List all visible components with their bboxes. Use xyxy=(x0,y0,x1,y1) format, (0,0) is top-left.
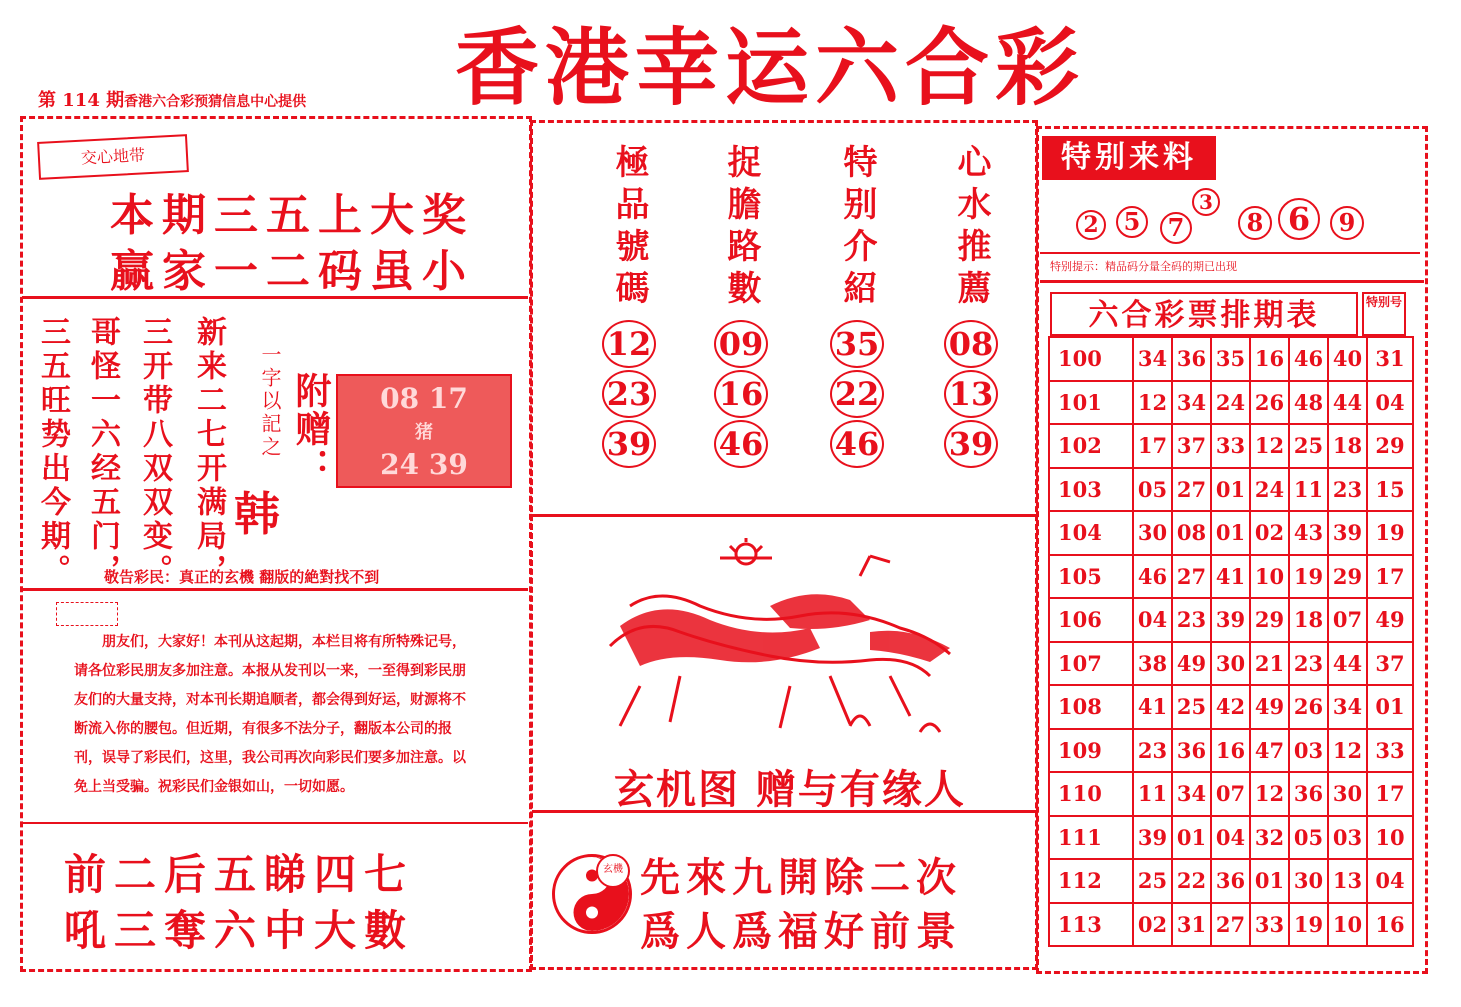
seal-icon: 玄機 xyxy=(596,854,630,888)
pick-column-2 xyxy=(706,138,776,468)
period-cell: 107 xyxy=(1049,642,1133,686)
number-cell: 29 xyxy=(1250,598,1289,642)
number-cell: 21 xyxy=(1250,642,1289,686)
number-cell: 03 xyxy=(1328,816,1367,860)
schedule-title: 六合彩票排期表 xyxy=(1050,292,1358,336)
number-cell: 30 xyxy=(1133,511,1172,555)
notice-text: 朋友们，大家好！本刊从这起期，本栏目将有所特殊记号，请各位彩民朋友多加注意。本报从发刊以一来，一至得到彩民朋友们的大量支持，对本刊长期追顺者，都会得到好运，财源将不断流入你的腰包。但近期，有很多不法分子，翻版本公司的报刊，误导了彩民们，这里，我公司再次向彩民们要多加注意。以免上当受骗。祝彩民们金银如山，一切如愿。 xyxy=(74,634,466,795)
table-row xyxy=(1049,381,1413,425)
divider xyxy=(22,822,528,824)
divider xyxy=(532,514,1036,517)
number-cell: 23 xyxy=(1328,468,1367,512)
number-cell: 44 xyxy=(1328,381,1367,425)
pick-column-1 xyxy=(594,138,664,468)
number-cell: 27 xyxy=(1211,903,1250,947)
period-cell: 106 xyxy=(1049,598,1133,642)
number-cell: 27 xyxy=(1172,555,1211,599)
poem-column-3: 哥怪一六经五门， xyxy=(85,316,120,588)
section-tag: 交心地带 xyxy=(37,134,189,180)
number-cell: 24 xyxy=(1250,468,1289,512)
table-row xyxy=(1049,903,1413,947)
period-cell: 113 xyxy=(1049,903,1133,947)
number-cell: 07 xyxy=(1328,598,1367,642)
number-cell: 46 xyxy=(1289,337,1328,381)
number-cell: 36 xyxy=(1289,772,1328,816)
pick-number: 23 xyxy=(602,370,656,418)
special-heading: 特别来料 xyxy=(1042,136,1216,180)
issue-number: 第 114 期 xyxy=(38,90,125,111)
number-cell: 19 xyxy=(1289,555,1328,599)
number-cell: 11 xyxy=(1133,772,1172,816)
pick-number: 35 xyxy=(830,320,884,368)
special-number: 3 xyxy=(1192,188,1220,216)
number-cell: 32 xyxy=(1250,816,1289,860)
number-cell: 12 xyxy=(1328,729,1367,773)
number-cell: 03 xyxy=(1289,729,1328,773)
verse-line-2: 爲人爲福好前景 xyxy=(640,908,962,955)
special-cell: 01 xyxy=(1367,685,1413,729)
number-cell: 34 xyxy=(1172,772,1211,816)
number-cell: 49 xyxy=(1172,642,1211,686)
period-cell: 104 xyxy=(1049,511,1133,555)
number-cell: 16 xyxy=(1211,729,1250,773)
number-cell: 17 xyxy=(1133,424,1172,468)
table-row xyxy=(1049,424,1413,468)
number-cell: 12 xyxy=(1133,381,1172,425)
number-cell: 04 xyxy=(1133,598,1172,642)
table-row xyxy=(1049,337,1413,381)
number-cell: 23 xyxy=(1133,729,1172,773)
number-cell: 31 xyxy=(1172,903,1211,947)
number-cell: 26 xyxy=(1250,381,1289,425)
number-cell: 07 xyxy=(1211,772,1250,816)
number-cell: 36 xyxy=(1211,859,1250,903)
number-cell: 36 xyxy=(1172,337,1211,381)
special-cell: 19 xyxy=(1367,511,1413,555)
pick-number: 22 xyxy=(830,370,884,418)
number-cell: 30 xyxy=(1328,772,1367,816)
gift-mid: 猪 xyxy=(415,422,433,443)
pick-number: 16 xyxy=(714,370,768,418)
pick-column-3 xyxy=(822,138,892,468)
poem-column-2: 三开带八双双变。 xyxy=(137,316,172,588)
pick-number: 08 xyxy=(944,320,998,368)
table-row xyxy=(1049,511,1413,555)
gift-box xyxy=(336,374,512,488)
number-cell: 38 xyxy=(1133,642,1172,686)
number-cell: 12 xyxy=(1250,424,1289,468)
special-cell: 49 xyxy=(1367,598,1413,642)
poem-column-4: 三五旺势出今期。 xyxy=(35,316,70,588)
number-cell: 42 xyxy=(1211,685,1250,729)
table-row xyxy=(1049,555,1413,599)
bottom-line-2: 吼三奪六中大數 xyxy=(64,906,415,955)
special-cell: 29 xyxy=(1367,424,1413,468)
number-cell: 25 xyxy=(1172,685,1211,729)
number-cell: 01 xyxy=(1211,511,1250,555)
special-cell: 04 xyxy=(1367,859,1413,903)
number-cell: 44 xyxy=(1328,642,1367,686)
period-cell: 102 xyxy=(1049,424,1133,468)
table-row xyxy=(1049,642,1413,686)
special-cell: 37 xyxy=(1367,642,1413,686)
period-cell: 105 xyxy=(1049,555,1133,599)
number-cell: 19 xyxy=(1289,903,1328,947)
number-cell: 01 xyxy=(1172,816,1211,860)
special-cell: 04 xyxy=(1367,381,1413,425)
pick-title: 心水推薦 xyxy=(951,144,991,312)
number-cell: 48 xyxy=(1289,381,1328,425)
special-cell: 33 xyxy=(1367,729,1413,773)
pick-title: 極品號碼 xyxy=(609,144,649,312)
special-cell: 16 xyxy=(1367,903,1413,947)
number-cell: 40 xyxy=(1328,337,1367,381)
number-cell: 13 xyxy=(1328,859,1367,903)
number-cell: 25 xyxy=(1289,424,1328,468)
period-cell: 108 xyxy=(1049,685,1133,729)
poem-column-1: 新来二七开满局， xyxy=(191,316,226,588)
pick-number: 13 xyxy=(944,370,998,418)
number-cell: 41 xyxy=(1133,685,1172,729)
special-note: 特别提示：精品码分量全码的期已出现 xyxy=(1050,260,1237,273)
number-cell: 18 xyxy=(1289,598,1328,642)
special-cell: 10 xyxy=(1367,816,1413,860)
special-cell: 17 xyxy=(1367,772,1413,816)
table-row xyxy=(1049,816,1413,860)
number-cell: 10 xyxy=(1328,903,1367,947)
number-cell: 39 xyxy=(1328,511,1367,555)
number-cell: 23 xyxy=(1172,598,1211,642)
period-cell: 112 xyxy=(1049,859,1133,903)
schedule-table xyxy=(1048,336,1414,947)
notice-tag xyxy=(56,602,118,626)
issue-line xyxy=(38,86,306,112)
warning-text: 敬告彩民：真正的玄機 翻版的絶對找不到 xyxy=(104,568,380,586)
number-cell: 47 xyxy=(1250,729,1289,773)
special-number: 2 xyxy=(1076,210,1106,240)
divider xyxy=(22,588,528,591)
number-cell: 49 xyxy=(1250,685,1289,729)
special-cell: 15 xyxy=(1367,468,1413,512)
number-cell: 41 xyxy=(1211,555,1250,599)
number-cell: 08 xyxy=(1172,511,1211,555)
pick-title: 特别介紹 xyxy=(837,144,877,312)
number-cell: 36 xyxy=(1172,729,1211,773)
special-number: 9 xyxy=(1330,206,1364,240)
special-number: 6 xyxy=(1278,198,1320,240)
period-cell: 101 xyxy=(1049,381,1133,425)
special-cell: 31 xyxy=(1367,337,1413,381)
number-cell: 16 xyxy=(1250,337,1289,381)
number-cell: 01 xyxy=(1211,468,1250,512)
number-cell: 12 xyxy=(1250,772,1289,816)
number-cell: 10 xyxy=(1250,555,1289,599)
number-cell: 24 xyxy=(1211,381,1250,425)
number-cell: 23 xyxy=(1289,642,1328,686)
table-row xyxy=(1049,598,1413,642)
table-row xyxy=(1049,859,1413,903)
table-row xyxy=(1049,729,1413,773)
pick-number: 12 xyxy=(602,320,656,368)
mystic-horse-illustration xyxy=(570,536,1000,746)
period-cell: 109 xyxy=(1049,729,1133,773)
verse-line-1: 先來九開除二次 xyxy=(640,854,962,901)
headline-line-1: 本期三五上大奖 xyxy=(110,190,474,241)
number-cell: 05 xyxy=(1133,468,1172,512)
number-cell: 02 xyxy=(1250,511,1289,555)
period-cell: 103 xyxy=(1049,468,1133,512)
special-cell: 17 xyxy=(1367,555,1413,599)
table-row xyxy=(1049,685,1413,729)
special-number: 5 xyxy=(1116,206,1148,238)
bottom-line-1: 前二后五睇四七 xyxy=(64,850,415,899)
number-cell: 29 xyxy=(1328,555,1367,599)
special-column-header: 特别号 xyxy=(1362,292,1406,336)
number-cell: 18 xyxy=(1328,424,1367,468)
number-cell: 35 xyxy=(1211,337,1250,381)
number-cell: 46 xyxy=(1133,555,1172,599)
number-cell: 37 xyxy=(1172,424,1211,468)
number-cell: 33 xyxy=(1211,424,1250,468)
number-cell: 25 xyxy=(1133,859,1172,903)
number-cell: 11 xyxy=(1289,468,1328,512)
divider xyxy=(1040,252,1420,254)
mystic-caption: 玄机图 赠与有缘人 xyxy=(614,766,966,813)
number-cell: 26 xyxy=(1289,685,1328,729)
pick-number: 39 xyxy=(602,420,656,468)
number-cell: 04 xyxy=(1211,816,1250,860)
table-row xyxy=(1049,468,1413,512)
schedule-body xyxy=(1049,337,1413,946)
number-cell: 05 xyxy=(1289,816,1328,860)
number-cell: 33 xyxy=(1250,903,1289,947)
period-cell: 111 xyxy=(1049,816,1133,860)
number-cell: 22 xyxy=(1172,859,1211,903)
pick-number: 39 xyxy=(944,420,998,468)
page-title: 香港幸运六合彩 xyxy=(454,18,1085,117)
pick-number: 46 xyxy=(714,420,768,468)
provider-text: 香港六合彩预猜信息中心提供 xyxy=(124,94,307,110)
number-cell: 39 xyxy=(1133,816,1172,860)
number-cell: 02 xyxy=(1133,903,1172,947)
number-cell: 01 xyxy=(1250,859,1289,903)
gift-label: 附赠： xyxy=(290,372,332,486)
gift-numbers-top: 08 17 xyxy=(380,382,468,415)
remember-label: 一字以記之 xyxy=(258,344,282,459)
number-cell: 34 xyxy=(1172,381,1211,425)
number-cell: 34 xyxy=(1328,685,1367,729)
headline-line-2: 赢家一二码虽小 xyxy=(110,246,474,297)
pick-number: 46 xyxy=(830,420,884,468)
gift-numbers-bottom: 24 39 xyxy=(380,448,468,481)
table-row xyxy=(1049,772,1413,816)
divider xyxy=(1040,280,1424,283)
special-number: 8 xyxy=(1238,206,1272,240)
pick-column-4 xyxy=(936,138,1006,468)
remember-char: 韩 xyxy=(234,487,280,541)
number-cell: 43 xyxy=(1289,511,1328,555)
number-cell: 27 xyxy=(1172,468,1211,512)
number-cell: 30 xyxy=(1289,859,1328,903)
pick-title: 捉膽路數 xyxy=(721,144,761,312)
number-cell: 39 xyxy=(1211,598,1250,642)
period-cell: 110 xyxy=(1049,772,1133,816)
number-cell: 30 xyxy=(1211,642,1250,686)
special-number: 7 xyxy=(1160,212,1192,244)
period-cell: 100 xyxy=(1049,337,1133,381)
pick-number: 09 xyxy=(714,320,768,368)
number-cell: 34 xyxy=(1133,337,1172,381)
